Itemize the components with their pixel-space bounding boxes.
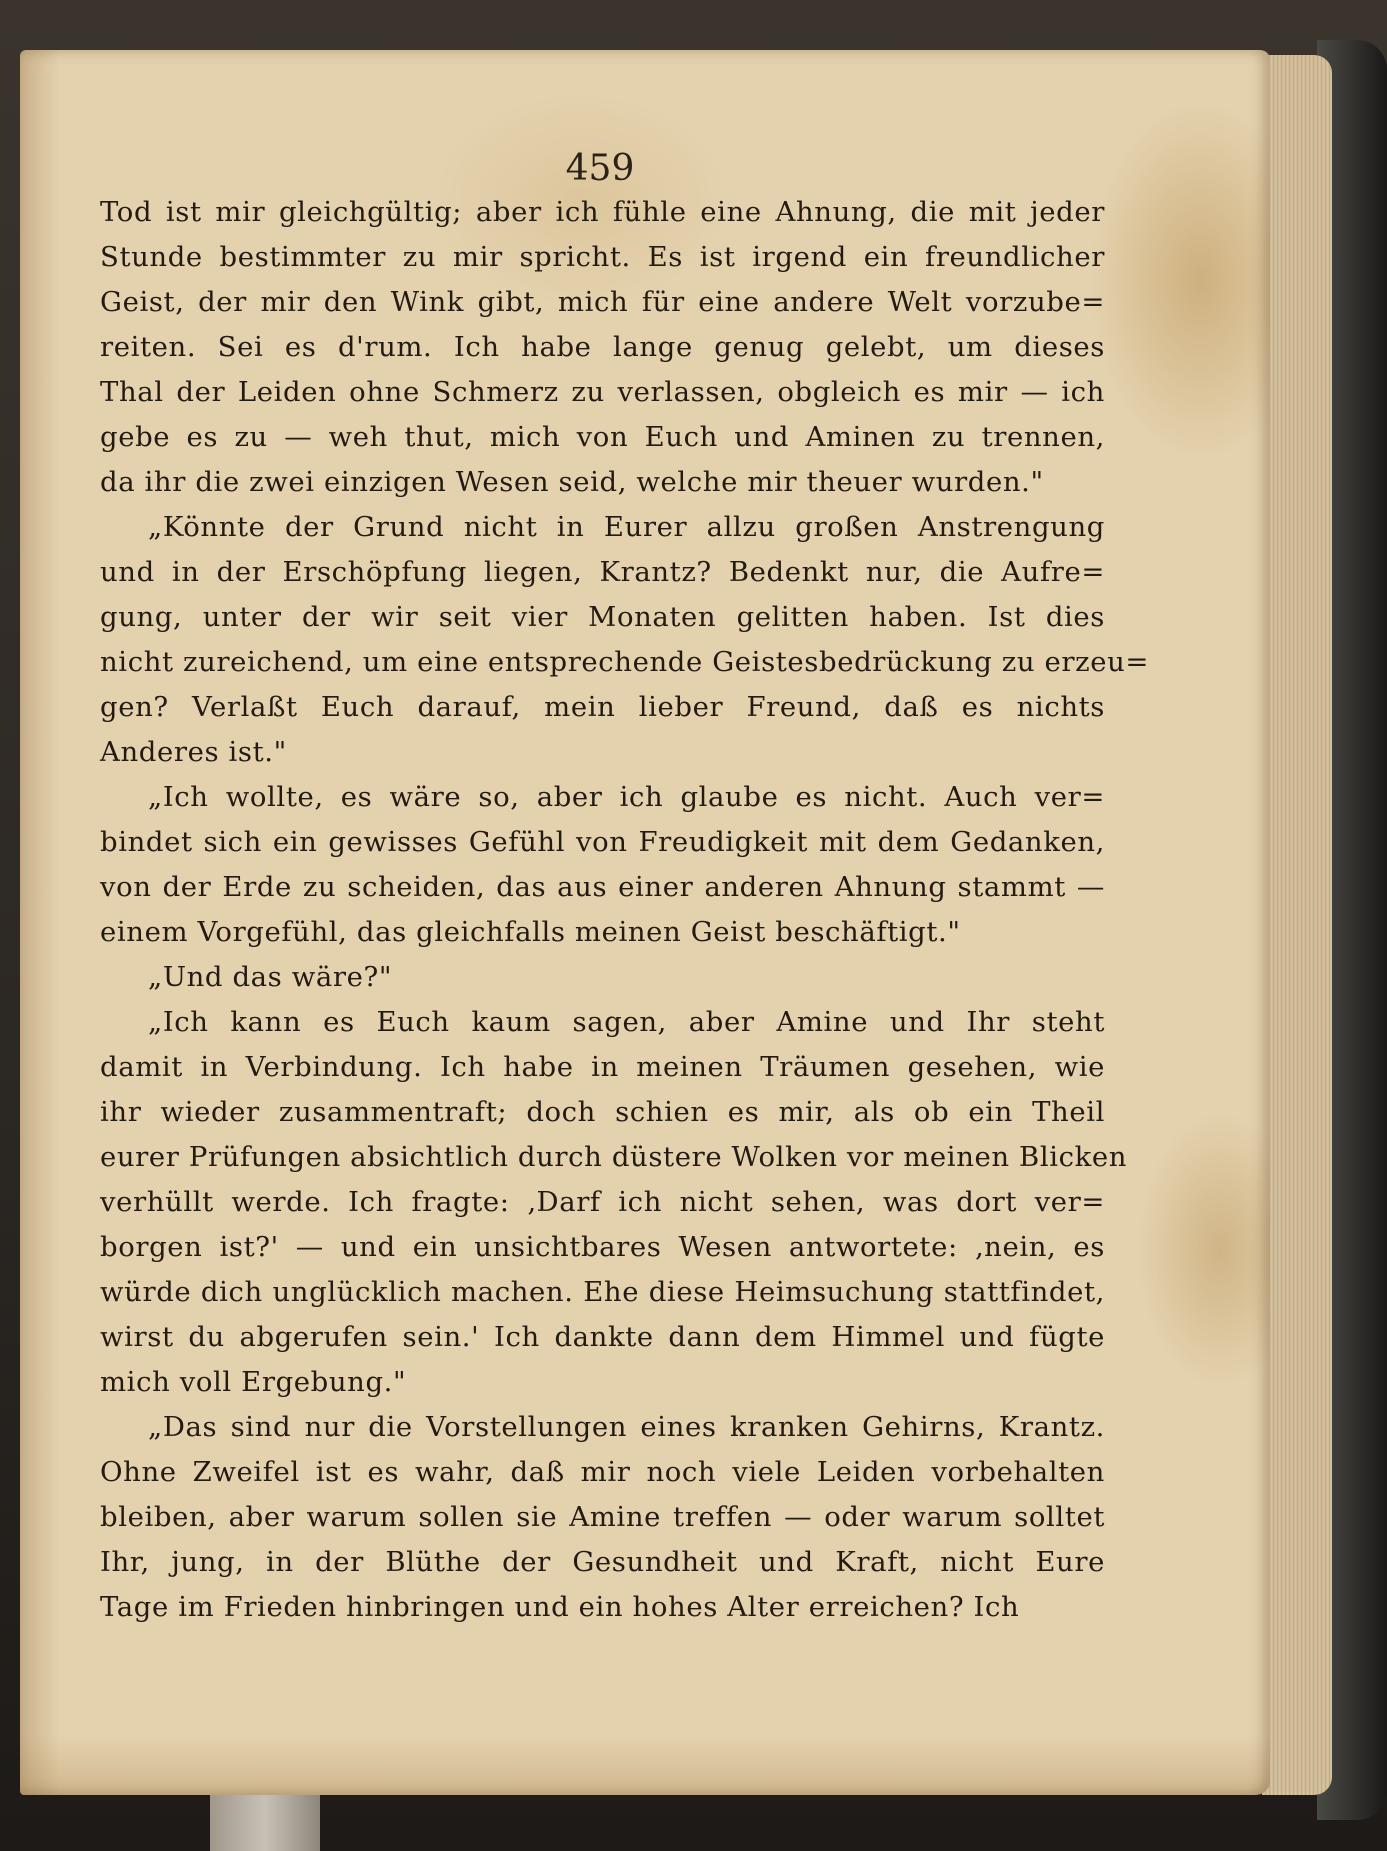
text-line: wirst du abgerufen sein.' Ich dankte dann dem Himmel und fügte bbox=[100, 1321, 1105, 1353]
text-line: eurer Prüfungen absichtlich durch düstere Wolken vor meinen Blicken bbox=[100, 1141, 1128, 1173]
text-line: borgen ist?' — und ein unsichtbares Wesen antwortete: ‚nein, es bbox=[100, 1231, 1105, 1263]
page-text bbox=[100, 190, 1150, 1630]
text-line: Geist, der mir den Wink gibt, mich für eine andere Welt vorzube= bbox=[100, 286, 1105, 318]
paragraph bbox=[100, 505, 1150, 775]
text-line: da ihr die zwei einzigen Wesen seid, welche mir theuer wurden." bbox=[100, 466, 1044, 498]
text-line: Thal der Leiden ohne Schmerz zu verlassen, obgleich es mir — ich bbox=[100, 376, 1105, 408]
bookmark-ribbon bbox=[210, 1790, 320, 1851]
page-number: 459 bbox=[565, 148, 635, 189]
text-line: „Das sind nur die Vorstellungen eines kranken Gehirns, Krantz. bbox=[148, 1411, 1105, 1443]
text-line: ihr wieder zusammentraft; doch schien es mir, als ob ein Theil bbox=[100, 1096, 1105, 1128]
text-line: von der Erde zu scheiden, das aus einer anderen Ahnung stammt — bbox=[100, 871, 1105, 903]
paragraph bbox=[100, 955, 1105, 1000]
text-line: und in der Erschöpfung liegen, Krantz? Bedenkt nur, die Aufre= bbox=[100, 556, 1105, 588]
text-line: gebe es zu — weh thut, mich von Euch und Aminen zu trennen, bbox=[100, 421, 1105, 453]
text-line: bleiben, aber warum sollen sie Amine treffen — oder warum solltet bbox=[100, 1501, 1105, 1533]
text-line: „Ich wollte, es wäre so, aber ich glaube es nicht. Auch ver= bbox=[148, 781, 1105, 813]
text-line: einem Vorgefühl, das gleichfalls meinen Geist beschäftigt." bbox=[100, 916, 961, 948]
text-line: gen? Verlaßt Euch darauf, mein lieber Freund, daß es nichts bbox=[100, 691, 1105, 723]
page-edges bbox=[1262, 55, 1332, 1795]
text-line: damit in Verbindung. Ich habe in meinen Träumen gesehen, wie bbox=[100, 1051, 1105, 1083]
text-line: verhüllt werde. Ich fragte: ‚Darf ich nicht sehen, was dort ver= bbox=[100, 1186, 1105, 1218]
text-line: „Und das wäre?" bbox=[148, 961, 393, 993]
text-line: „Könnte der Grund nicht in Eurer allzu großen Anstrengung bbox=[148, 511, 1105, 543]
text-line: „Ich kann es Euch kaum sagen, aber Amine und Ihr steht bbox=[148, 1006, 1105, 1038]
text-line: bindet sich ein gewisses Gefühl von Freudigkeit mit dem Gedanken, bbox=[100, 826, 1105, 858]
text-line: Tage im Frieden hinbringen und ein hohes Alter erreichen? Ich bbox=[100, 1591, 1020, 1623]
text-line: Tod ist mir gleichgültig; aber ich fühle eine Ahnung, die mit jeder bbox=[100, 196, 1105, 228]
text-line: mich voll Ergebung." bbox=[100, 1366, 407, 1398]
text-line: Anderes ist." bbox=[100, 736, 287, 768]
paragraph bbox=[100, 775, 1105, 955]
text-line: nicht zureichend, um eine entsprechende Geistesbedrückung zu erzeu= bbox=[100, 646, 1150, 678]
text-line: Ihr, jung, in der Blüthe der Gesundheit und Kraft, nicht Eure bbox=[100, 1546, 1105, 1578]
paragraph bbox=[100, 1405, 1105, 1630]
text-line: gung, unter der wir seit vier Monaten gelitten haben. Ist dies bbox=[100, 601, 1105, 633]
text-line: würde dich unglücklich machen. Ehe diese Heimsuchung stattfindet, bbox=[100, 1276, 1105, 1308]
text-line: Ohne Zweifel ist es wahr, daß mir noch viele Leiden vorbehalten bbox=[100, 1456, 1105, 1488]
text-line: reiten. Sei es d'rum. Ich habe lange genug gelebt, um dieses bbox=[100, 331, 1105, 363]
text-line: Stunde bestimmter zu mir spricht. Es ist irgend ein freundlicher bbox=[100, 241, 1105, 273]
paragraph bbox=[100, 1000, 1128, 1405]
paragraph bbox=[100, 190, 1105, 505]
